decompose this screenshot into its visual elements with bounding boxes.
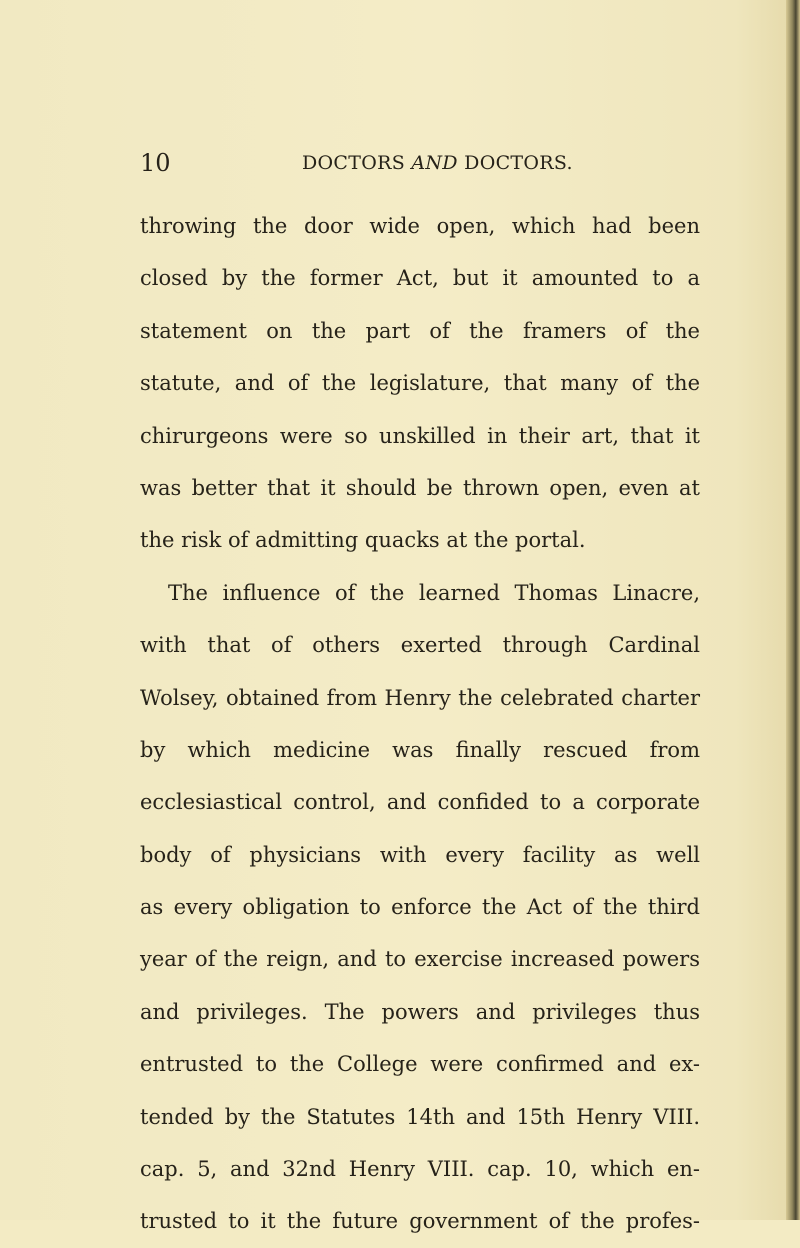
page-edge <box>786 0 800 1220</box>
running-title-part-1: DOCTORS <box>302 152 412 174</box>
running-title <box>302 148 573 178</box>
running-title-part-3: DOCTORS. <box>457 152 573 174</box>
text-line-15: year of the reign, and to exercise increased powers <box>140 947 700 972</box>
text-line-12: ecclesiastical control, and confided to a corporate <box>140 790 700 815</box>
text-line-4: statute, and of the legislature, that many of the <box>140 371 700 396</box>
text-line-2: closed by the former Act, but it amounted to a <box>140 266 700 291</box>
text-line-6: was better that it should be thrown open, even at <box>140 475 700 500</box>
text-line-3: statement on the part of the framers of the <box>140 318 700 343</box>
text-line-13: body of physicians with every facility as well <box>140 842 700 867</box>
text-line-10: Wolsey, obtained from Henry the celebrated charter <box>140 685 700 710</box>
page-number: 10 <box>140 149 171 177</box>
text-line-18: tended by the Statutes 14th and 15th Henry VIII. <box>140 1104 700 1129</box>
text-line-16: and privileges. The powers and privileges thus <box>140 999 700 1024</box>
text-line-1: throwing the door wide open, which had been <box>140 214 700 238</box>
page-header <box>140 148 660 178</box>
text-line-11: by which medicine was finally rescued from <box>140 737 700 762</box>
text-line-14: as every obligation to enforce the Act of the third <box>140 895 700 920</box>
text-line-19: cap. 5, and 32nd Henry VIII. cap. 10, which en- <box>140 1157 700 1182</box>
running-title-part-2: AND <box>411 152 458 174</box>
body-text <box>140 200 700 1248</box>
text-line-9: with that of others exerted through Cardinal <box>140 633 700 658</box>
text-line-20: trusted to it the future government of the profes- <box>140 1209 700 1234</box>
text-line-5: chirurgeons were so unskilled in their art, that it <box>140 423 700 448</box>
text-line-7: the risk of admitting quacks at the portal. <box>140 528 586 553</box>
text-line-17: entrusted to the College were confirmed and ex- <box>140 1052 700 1077</box>
text-line-8: The influence of the learned Thomas Linacre, <box>168 580 700 605</box>
